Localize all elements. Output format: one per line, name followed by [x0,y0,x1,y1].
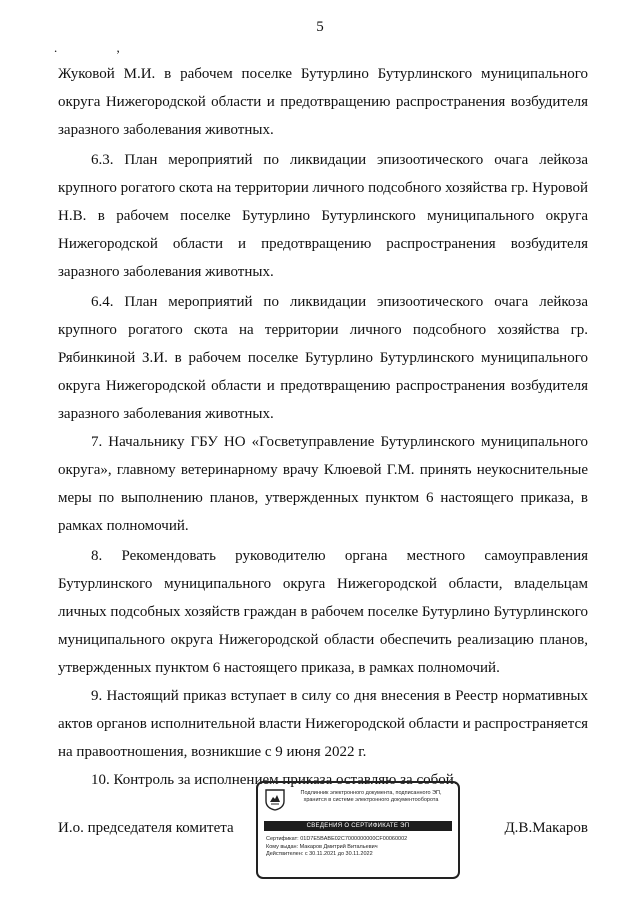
page-number: 5 [316,19,324,35]
paragraph-8: 8. Рекомендовать руководителю органа местного самоуправления Бутурлинского муниципального округа Нижегородской области, владельцам личных подсобных хозяйств граждан в рабочем поселке Бутурлино Бутурлинского муниципального округа Нижегородской области обеспечить реализацию планов, утвержденных пунктом 6 настоящего приказа, в рамках полномочий. [58,548,588,676]
document-body [58,60,588,794]
paragraph-7: 7. Начальнику ГБУ НО «Госветуправление Бутурлинского муниципального округа», главному ветеринарному врачу Клюевой Г.М. принять неукоснительные меры по выполнению планов, утвержденных пунктом 6 настоящего приказа, в рамках полномочий. [58,434,588,534]
stamp-certificate: Сертификат: 01D7E5BABE02C7000000000CF00060002 [266,836,408,842]
scan-specks: . , [54,40,148,55]
paragraph-9: 9. Настоящий приказ вступает в силу со дня внесения в Реестр нормативных актов органов исполнительной власти Нижегородской области и распространяется на правоотношения, возникшие с 9 июня 2022 г. [58,688,588,760]
coat-of-arms-icon [265,789,285,811]
stamp-owner: Кому выдан: Макаров Дмитрий Витальевич [266,843,378,850]
paragraph-6-3: 6.3. План мероприятий по ликвидации эпизоотического очага лейкоза крупного рогатого скота на территории личного подсобного хозяйства гр. Нуровой Н.В. в рабочем поселке Бутурлино Бутурлинского муниципального округа Нижегородской области и предотвращению распространения возбудителя заразного заболевания животных. [58,152,588,280]
stamp-details [266,836,452,859]
paragraph-continuation: Жуковой М.И. в рабочем поселке Бутурлино Бутурлинского муниципального округа Нижегородской области и предотвращению распространения возбудителя заразного заболевания животных. [58,66,588,138]
signatory-name: Д.В.Макаров [504,820,588,836]
stamp-validity: Действителен: с 30.11.2021 до 30.11.2022 [266,851,373,857]
electronic-signature-stamp [256,781,460,879]
stamp-header: Подлинник электронного документа, подписанного ЭП, хранится в системе электронного документооборота [300,790,442,803]
stamp-title: СВЕДЕНИЯ О СЕРТИФИКАТЕ ЭП [264,821,452,831]
paragraph-10: 10. Контроль за исполнением приказа оставляю за собой. [91,772,458,788]
signatory-position: И.о. председателя комитета [58,820,234,836]
paragraph-6-4: 6.4. План мероприятий по ликвидации эпизоотического очага лейкоза крупного рогатого скота на территории личного подсобного хозяйства гр. Рябинкиной З.И. в рабочем поселке Бутурлино Бутурлинского муниципального округа Нижегородской области и предотвращению распространения возбудителя заразного заболевания животных. [58,294,588,422]
